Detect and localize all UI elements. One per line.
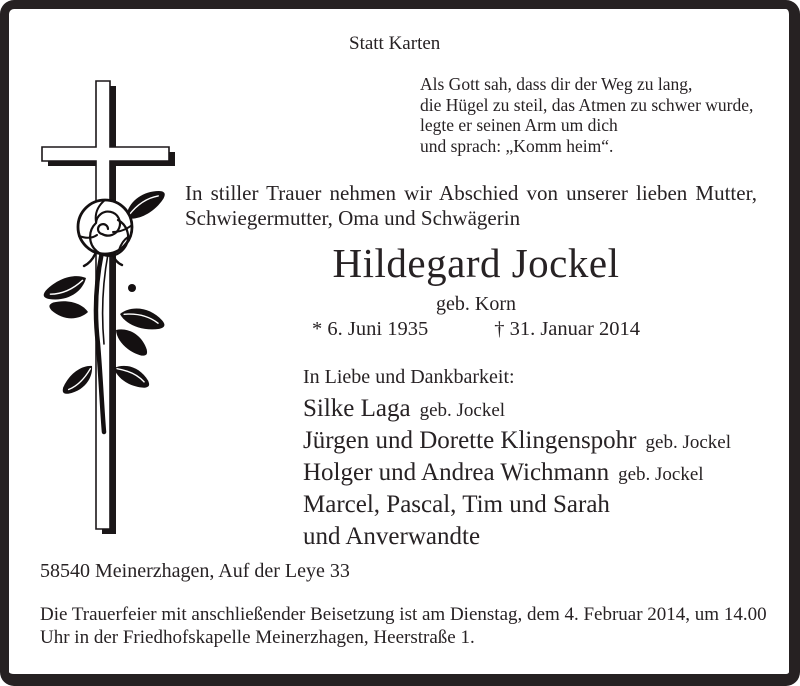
mourner-suffix: geb. Jockel bbox=[419, 400, 506, 421]
mourner-name: und Anverwandte bbox=[303, 523, 481, 550]
mourner-suffix: geb. Jockel bbox=[645, 432, 731, 453]
maiden-name: geb. Korn bbox=[436, 293, 516, 315]
poem-line: legte er seinen Arm um dich bbox=[420, 115, 618, 135]
mourners-heading: In Liebe und Dankbarkeit: bbox=[303, 366, 515, 388]
mourner-line bbox=[303, 458, 731, 490]
mourner-line bbox=[303, 394, 731, 426]
mourners-list bbox=[303, 394, 731, 554]
mourner-suffix: geb. Jockel bbox=[618, 464, 704, 485]
life-dates bbox=[250, 318, 702, 341]
intro-text: In stiller Trauer nehmen wir Abschied von unserer lieben Mutter, Schwiegermutter, Oma und Schwägerin bbox=[185, 181, 757, 230]
mourner-name: Silke Laga bbox=[303, 395, 411, 422]
address-line: 58540 Meinerzhagen, Auf der Leye 33 bbox=[40, 560, 350, 582]
deceased-name: Hildegard Jockel bbox=[332, 240, 620, 286]
poem-line: die Hügel zu steil, das Atmen zu schwer wurde, bbox=[420, 94, 754, 115]
memorial-poem bbox=[420, 74, 753, 156]
mourner-line bbox=[303, 490, 731, 522]
funeral-details: Die Trauerfeier mit anschließender Beisetzung ist am Dienstag, dem 4. Februar 2014, um 14.00 Uhr in der Friedhofskapelle Meinerzhagen, Heerstraße 1. bbox=[40, 604, 767, 648]
cross-rose-illustration bbox=[36, 76, 186, 536]
mourner-name: Jürgen und Dorette Klingenspohr bbox=[303, 427, 637, 454]
poem-line: und sprach: „Komm heim“. bbox=[420, 135, 614, 156]
mourner-name: Marcel, Pascal, Tim und Sarah bbox=[303, 491, 610, 518]
mourner-line bbox=[303, 426, 731, 458]
mourner-name: Holger und Andrea Wichmann bbox=[303, 459, 610, 486]
poem-line: Als Gott sah, dass dir der Weg zu lang, bbox=[420, 74, 693, 94]
mourner-line bbox=[303, 522, 731, 554]
death-date: † 31. Januar 2014 bbox=[494, 318, 640, 340]
birth-date: * 6. Juni 1935 bbox=[312, 318, 429, 340]
pre-header: Statt Karten bbox=[349, 33, 441, 54]
